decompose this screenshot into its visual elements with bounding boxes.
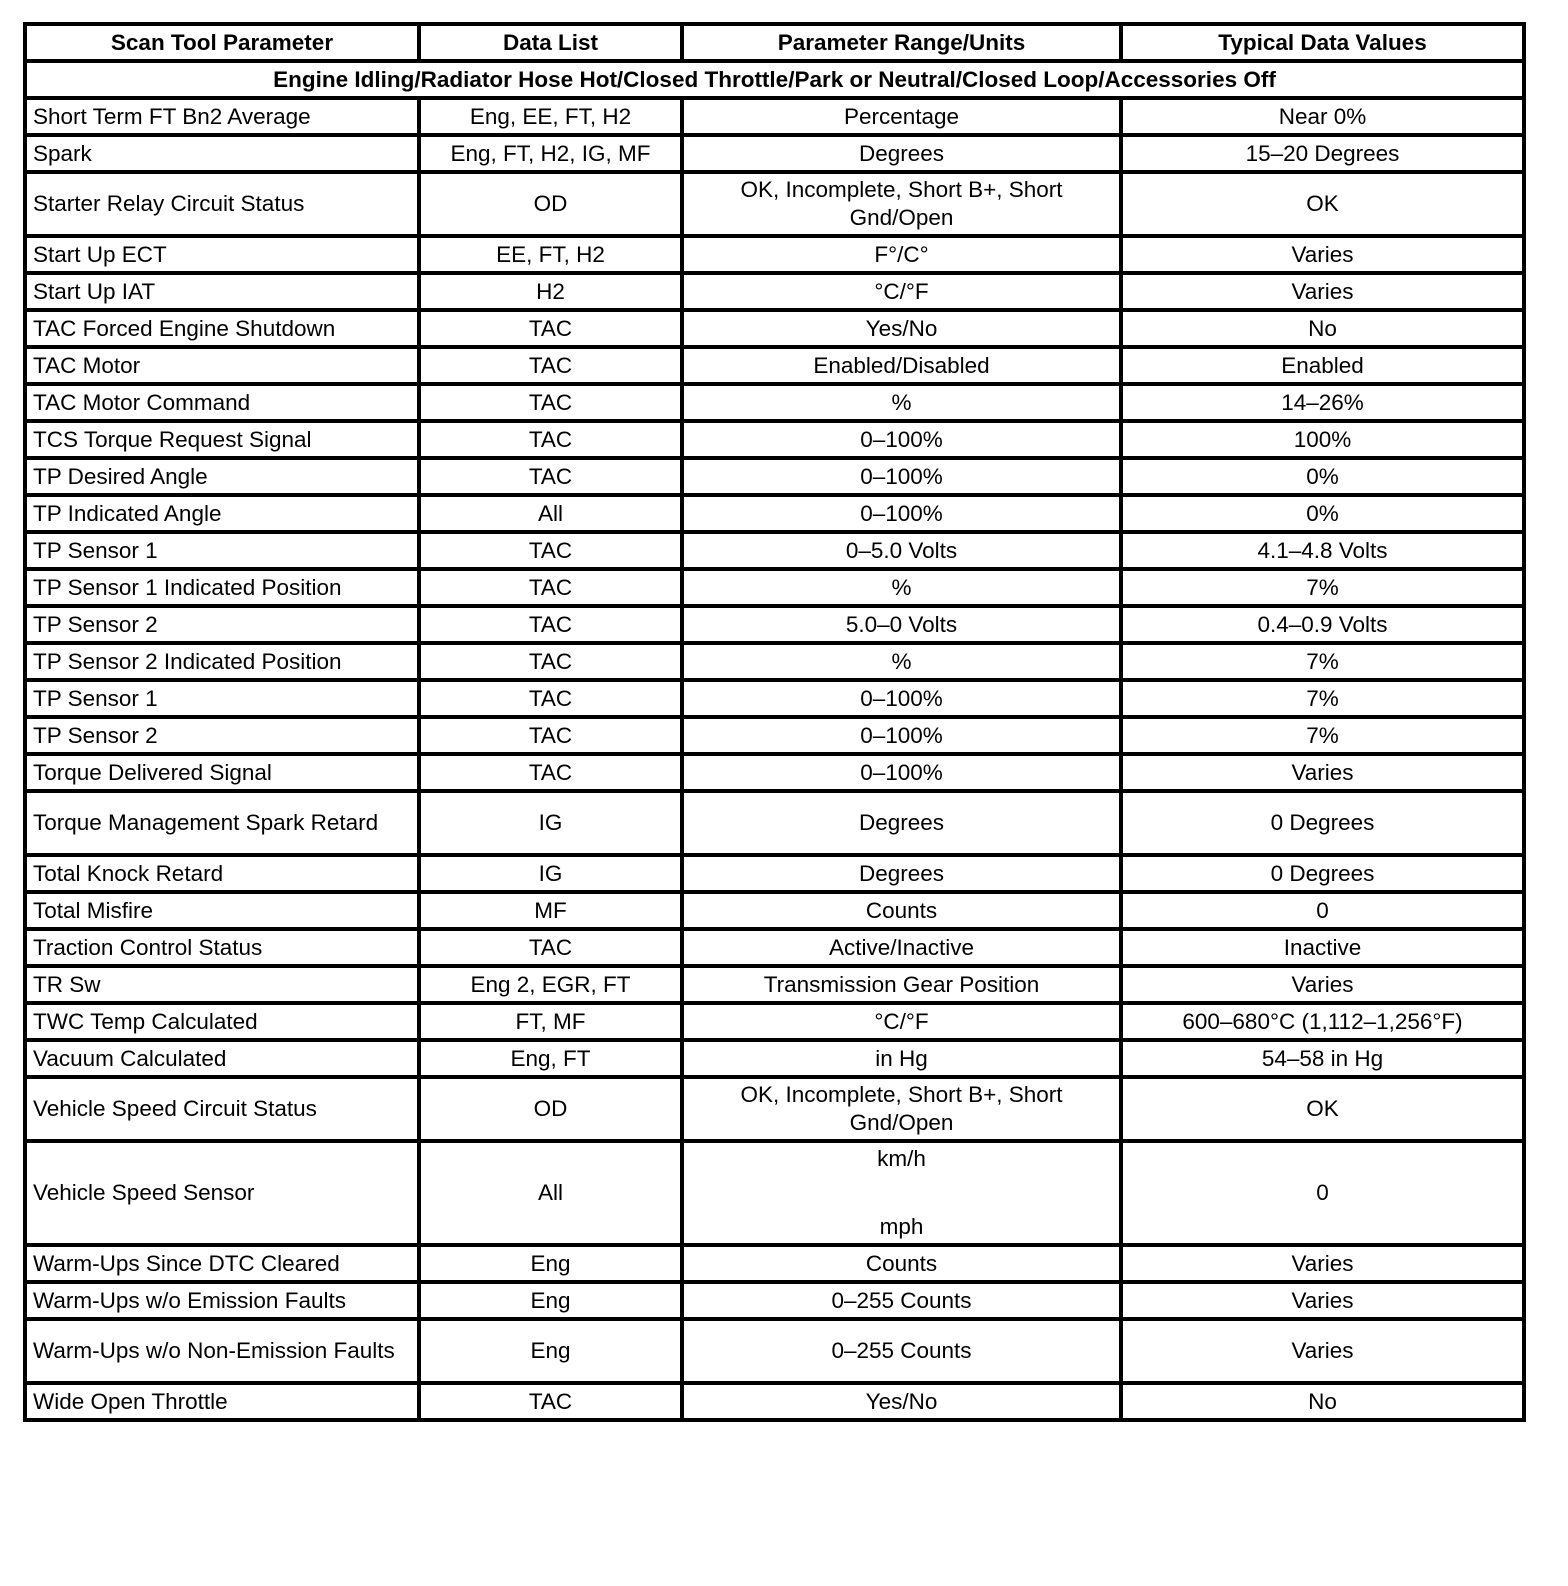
data-list-cell: TAC <box>419 929 682 966</box>
data-list-cell: TAC <box>419 384 682 421</box>
range-cell: Enabled/Disabled <box>682 347 1121 384</box>
typical-value-cell: 0.4–0.9 Volts <box>1121 606 1524 643</box>
typical-value-cell: Inactive <box>1121 929 1524 966</box>
range-cell: Counts <box>682 892 1121 929</box>
range-cell: °C/°F <box>682 1003 1121 1040</box>
range-cell: 0–100% <box>682 458 1121 495</box>
range-cell: °C/°F <box>682 273 1121 310</box>
table-row <box>25 532 1524 569</box>
data-list-cell: TAC <box>419 754 682 791</box>
typical-value-cell: 0 Degrees <box>1121 855 1524 892</box>
table-row <box>25 1245 1524 1282</box>
table-row <box>25 1282 1524 1319</box>
range-cell: OK, Incomplete, Short B+, Short Gnd/Open <box>682 1077 1121 1141</box>
range-cell: Counts <box>682 1245 1121 1282</box>
parameter-cell: TP Sensor 1 <box>25 680 419 717</box>
range-cell: Active/Inactive <box>682 929 1121 966</box>
range-cell: % <box>682 643 1121 680</box>
table-row <box>25 1383 1524 1420</box>
range-cell: Yes/No <box>682 310 1121 347</box>
table-row <box>25 680 1524 717</box>
data-list-cell: Eng <box>419 1245 682 1282</box>
table-row <box>25 273 1524 310</box>
range-cell: OK, Incomplete, Short B+, Short Gnd/Open <box>682 172 1121 236</box>
data-list-cell: Eng 2, EGR, FT <box>419 966 682 1003</box>
table-row <box>25 791 1524 855</box>
typical-value-cell: 7% <box>1121 680 1524 717</box>
typical-value-cell: 0% <box>1121 458 1524 495</box>
table-row <box>25 347 1524 384</box>
data-list-cell: TAC <box>419 1383 682 1420</box>
table-row <box>25 421 1524 458</box>
parameter-cell: TAC Motor Command <box>25 384 419 421</box>
table-row <box>25 569 1524 606</box>
range-cell: % <box>682 569 1121 606</box>
header-parameter-range: Parameter Range/Units <box>682 24 1121 61</box>
typical-value-cell: OK <box>1121 1077 1524 1141</box>
range-cell: Degrees <box>682 855 1121 892</box>
typical-value-cell: 0 Degrees <box>1121 791 1524 855</box>
parameter-cell: Start Up IAT <box>25 273 419 310</box>
table-row <box>25 310 1524 347</box>
parameter-cell: Warm-Ups Since DTC Cleared <box>25 1245 419 1282</box>
typical-value-cell: 7% <box>1121 717 1524 754</box>
typical-value-cell: 7% <box>1121 643 1524 680</box>
parameter-cell: Spark <box>25 135 419 172</box>
header-scan-tool-parameter: Scan Tool Parameter <box>25 24 419 61</box>
table-row <box>25 1077 1524 1141</box>
parameter-cell: TP Indicated Angle <box>25 495 419 532</box>
typical-value-cell: Enabled <box>1121 347 1524 384</box>
parameter-cell: Starter Relay Circuit Status <box>25 172 419 236</box>
range-cell: 0–100% <box>682 680 1121 717</box>
parameter-cell: Torque Management Spark Retard <box>25 791 419 855</box>
scan-tool-data-table <box>23 22 1526 1422</box>
table-row <box>25 754 1524 791</box>
data-list-cell: TAC <box>419 643 682 680</box>
data-list-cell: TAC <box>419 421 682 458</box>
parameter-cell: TWC Temp Calculated <box>25 1003 419 1040</box>
parameter-cell: TP Desired Angle <box>25 458 419 495</box>
data-list-cell: FT, MF <box>419 1003 682 1040</box>
typical-value-cell: 0 <box>1121 892 1524 929</box>
typical-value-cell: 4.1–4.8 Volts <box>1121 532 1524 569</box>
parameter-cell: Vehicle Speed Sensor <box>25 1141 419 1245</box>
data-list-cell: All <box>419 495 682 532</box>
range-cell: Yes/No <box>682 1383 1121 1420</box>
typical-value-cell: Varies <box>1121 236 1524 273</box>
table-row <box>25 172 1524 236</box>
table-row <box>25 966 1524 1003</box>
table-row <box>25 929 1524 966</box>
typical-value-cell: 54–58 in Hg <box>1121 1040 1524 1077</box>
typical-value-cell: Varies <box>1121 1282 1524 1319</box>
range-cell: F°/C° <box>682 236 1121 273</box>
range-cell: in Hg <box>682 1040 1121 1077</box>
parameter-cell: Short Term FT Bn2 Average <box>25 98 419 135</box>
data-list-cell: TAC <box>419 310 682 347</box>
typical-value-cell: 0% <box>1121 495 1524 532</box>
parameter-cell: Vehicle Speed Circuit Status <box>25 1077 419 1141</box>
range-cell: 0–255 Counts <box>682 1319 1121 1383</box>
typical-value-cell: Varies <box>1121 754 1524 791</box>
table-row <box>25 717 1524 754</box>
table-row <box>25 1141 1524 1245</box>
unit-label: mph <box>879 1214 924 1239</box>
typical-value-cell: 0 <box>1121 1141 1524 1245</box>
typical-value-cell: Varies <box>1121 966 1524 1003</box>
range-cell: Transmission Gear Position <box>682 966 1121 1003</box>
data-list-cell: OD <box>419 1077 682 1141</box>
data-list-cell: TAC <box>419 347 682 384</box>
typical-value-cell: 7% <box>1121 569 1524 606</box>
range-cell: % <box>682 384 1121 421</box>
parameter-cell: TP Sensor 2 <box>25 717 419 754</box>
data-list-cell: IG <box>419 791 682 855</box>
typical-value-cell: No <box>1121 310 1524 347</box>
parameter-cell: TP Sensor 1 Indicated Position <box>25 569 419 606</box>
parameter-cell: Total Knock Retard <box>25 855 419 892</box>
table-row <box>25 1003 1524 1040</box>
range-cell: Degrees <box>682 791 1121 855</box>
parameter-cell: TAC Forced Engine Shutdown <box>25 310 419 347</box>
data-list-cell: MF <box>419 892 682 929</box>
data-list-cell: IG <box>419 855 682 892</box>
table-row <box>25 1040 1524 1077</box>
range-cell: 0–5.0 Volts <box>682 532 1121 569</box>
data-list-cell: TAC <box>419 532 682 569</box>
table-row <box>25 98 1524 135</box>
data-list-cell: Eng, EE, FT, H2 <box>419 98 682 135</box>
range-cell: 5.0–0 Volts <box>682 606 1121 643</box>
table-row <box>25 135 1524 172</box>
data-list-cell: TAC <box>419 458 682 495</box>
table-row <box>25 892 1524 929</box>
range-cell: Percentage <box>682 98 1121 135</box>
table-row <box>25 384 1524 421</box>
parameter-cell: Warm-Ups w/o Emission Faults <box>25 1282 419 1319</box>
typical-value-cell: Varies <box>1121 1245 1524 1282</box>
parameter-cell: TR Sw <box>25 966 419 1003</box>
typical-value-cell: Varies <box>1121 1319 1524 1383</box>
parameter-cell: Warm-Ups w/o Non-Emission Faults <box>25 1319 419 1383</box>
table-row <box>25 1319 1524 1383</box>
data-list-cell: OD <box>419 172 682 236</box>
parameter-cell: TP Sensor 2 <box>25 606 419 643</box>
header-row <box>25 24 1524 61</box>
table-row <box>25 458 1524 495</box>
range-cell: 0–100% <box>682 421 1121 458</box>
parameter-cell: Start Up ECT <box>25 236 419 273</box>
range-cell: 0–100% <box>682 754 1121 791</box>
operating-condition: Engine Idling/Radiator Hose Hot/Closed Throttle/Park or Neutral/Closed Loop/Accessories Off <box>25 61 1524 98</box>
typical-value-cell: 600–680°C (1,112–1,256°F) <box>1121 1003 1524 1040</box>
range-cell: 0–255 Counts <box>682 1282 1121 1319</box>
data-list-cell: EE, FT, H2 <box>419 236 682 273</box>
typical-value-cell: 100% <box>1121 421 1524 458</box>
data-list-cell: TAC <box>419 680 682 717</box>
table-row <box>25 495 1524 532</box>
parameter-cell: Vacuum Calculated <box>25 1040 419 1077</box>
table-row <box>25 236 1524 273</box>
parameter-cell: Traction Control Status <box>25 929 419 966</box>
table-row <box>25 855 1524 892</box>
parameter-cell: TAC Motor <box>25 347 419 384</box>
data-list-cell: Eng <box>419 1319 682 1383</box>
data-list-cell: Eng, FT, H2, IG, MF <box>419 135 682 172</box>
data-list-cell: Eng, FT <box>419 1040 682 1077</box>
data-list-cell: Eng <box>419 1282 682 1319</box>
typical-value-cell: 15–20 Degrees <box>1121 135 1524 172</box>
range-cell: 0–100% <box>682 495 1121 532</box>
parameter-cell: TCS Torque Request Signal <box>25 421 419 458</box>
typical-value-cell: Near 0% <box>1121 98 1524 135</box>
parameter-cell: Total Misfire <box>25 892 419 929</box>
typical-value-cell: 14–26% <box>1121 384 1524 421</box>
table-row <box>25 606 1524 643</box>
condition-row <box>25 61 1524 98</box>
range-cell: 0–100% <box>682 717 1121 754</box>
parameter-cell: TP Sensor 1 <box>25 532 419 569</box>
typical-value-cell: No <box>1121 1383 1524 1420</box>
parameter-cell: Wide Open Throttle <box>25 1383 419 1420</box>
range-cell: Degrees <box>682 135 1121 172</box>
header-data-list: Data List <box>419 24 682 61</box>
data-list-cell: H2 <box>419 273 682 310</box>
unit-label: km/h <box>877 1146 926 1171</box>
typical-value-cell: Varies <box>1121 273 1524 310</box>
data-list-cell: TAC <box>419 569 682 606</box>
data-list-cell: TAC <box>419 717 682 754</box>
data-list-cell: All <box>419 1141 682 1245</box>
table-row <box>25 643 1524 680</box>
parameter-cell: Torque Delivered Signal <box>25 754 419 791</box>
range-cell <box>682 1141 1121 1245</box>
parameter-cell: TP Sensor 2 Indicated Position <box>25 643 419 680</box>
typical-value-cell: OK <box>1121 172 1524 236</box>
header-typical-values: Typical Data Values <box>1121 24 1524 61</box>
data-list-cell: TAC <box>419 606 682 643</box>
